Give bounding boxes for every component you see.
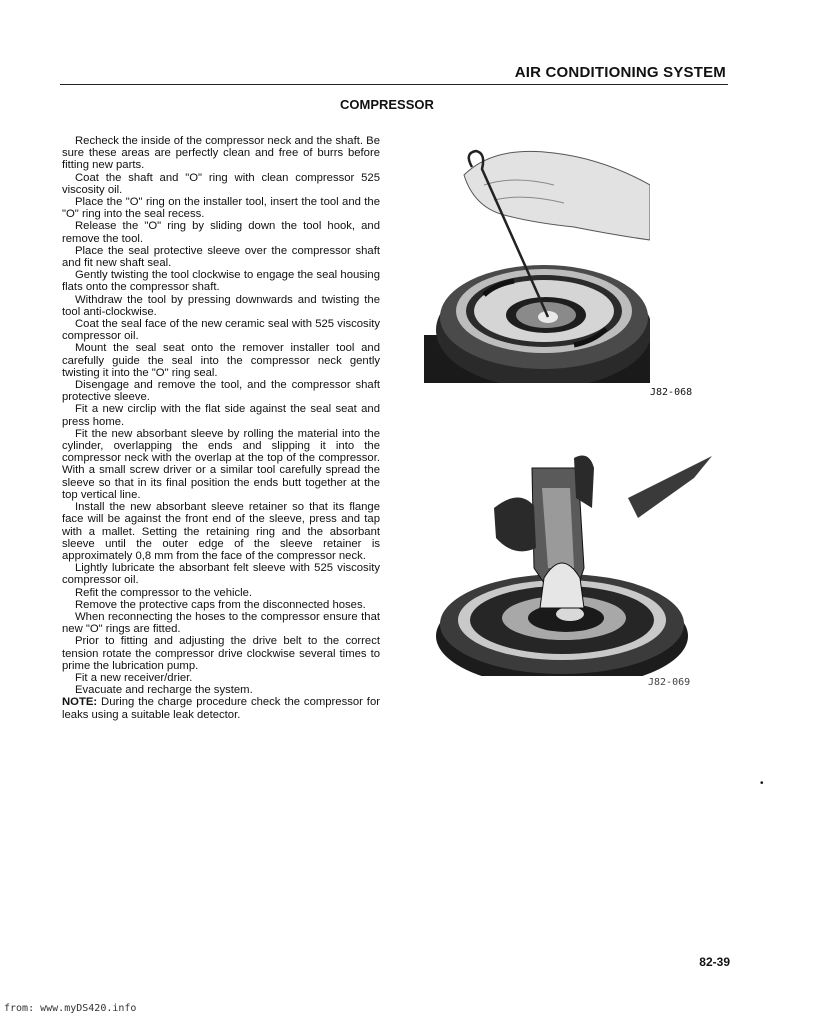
paragraph: When reconnecting the hoses to the compressor ensure that new "O" rings are fitted.	[62, 610, 380, 636]
body-text	[62, 135, 380, 721]
figure-caption: J82-068	[650, 387, 693, 398]
paragraph: Coat the seal face of the new ceramic seal with 525 viscosity compressor oil.	[62, 318, 380, 343]
note	[62, 696, 380, 720]
paragraph: Refit the compressor to the vehicle.	[75, 586, 253, 599]
compressor-hook-tool-photo	[424, 145, 650, 397]
paragraph: Disengage and remove the tool, and the compressor shaft protective sleeve.	[62, 379, 380, 404]
figure-hook-tool	[424, 145, 650, 397]
paragraph: Fit a new circlip with the flat side against the seal seat and press home.	[62, 403, 380, 428]
paragraph: Withdraw the tool by pressing downwards and twisting the tool anti-clockwise.	[62, 293, 380, 318]
note-text: During the charge procedure check the compressor for leaks using a suitable leak detector.	[62, 696, 380, 721]
stray-mark: •	[760, 778, 764, 789]
paragraph: Fit the new absorbant sleeve by rolling the material into the cylinder, overlapping the ends and slipping it into the compressor neck with the overlap at the top of the compressor. With a small screw driver or a similar tool carefully spread the sleeve so that in its final position the ends butt together at the top vertical line.	[62, 427, 380, 501]
paragraph: Coat the shaft and "O" ring with clean compressor 525 viscosity oil.	[62, 171, 380, 196]
figure-caption: J82-069	[648, 677, 691, 688]
footer-source: from: www.myDS420.info	[4, 1003, 137, 1014]
paragraph: Lightly lubricate the absorbant felt sleeve with 525 viscosity compressor oil.	[62, 562, 380, 587]
paragraph: Install the new absorbant sleeve retainer so that its flange face will be against the front end of the sleeve, press and tap with a mallet. Setting the retaining ring and the absorbant sleeve until the outer edge of the sleeve retainer is approximately 0,8 mm from the face of the compressor neck.	[62, 501, 380, 562]
compressor-sleeve-tool-photo	[424, 448, 712, 688]
paragraph: Place the seal protective sleeve over the compressor shaft and fit new shaft seal.	[62, 244, 380, 270]
page-header-title: AIR CONDITIONING SYSTEM	[514, 64, 726, 81]
paragraph: Recheck the inside of the compressor neck and the shaft. Be sure these areas are perfectly clean and free of burrs before fitting new parts.	[62, 135, 380, 172]
paragraph: Release the "O" ring by sliding down the tool hook, and remove the tool.	[62, 220, 380, 245]
header-rule	[60, 84, 728, 85]
paragraph: Gently twisting the tool clockwise to engage the seal housing flats onto the compressor shaft.	[62, 269, 380, 294]
paragraph: Remove the protective caps from the disconnected hoses.	[75, 598, 366, 611]
paragraph: Evacuate and recharge the system.	[75, 684, 253, 697]
page-number: 82-39	[699, 955, 730, 969]
paragraph: Place the "O" ring on the installer tool, insert the tool and the "O" ring into the seal recess.	[62, 196, 380, 221]
section-title: COMPRESSOR	[340, 97, 434, 112]
paragraph: Fit a new receiver/drier.	[75, 671, 193, 684]
note-label: NOTE:	[62, 696, 98, 709]
paragraph: Mount the seal seat onto the remover installer tool and carefully guide the seal into the compressor neck gently twisting it into the "O" ring seal.	[62, 342, 380, 379]
figure-sleeve-tool	[424, 448, 712, 688]
paragraph: Prior to fitting and adjusting the drive belt to the correct tension rotate the compressor drive clockwise several times to prime the lubrication pump.	[62, 635, 380, 672]
